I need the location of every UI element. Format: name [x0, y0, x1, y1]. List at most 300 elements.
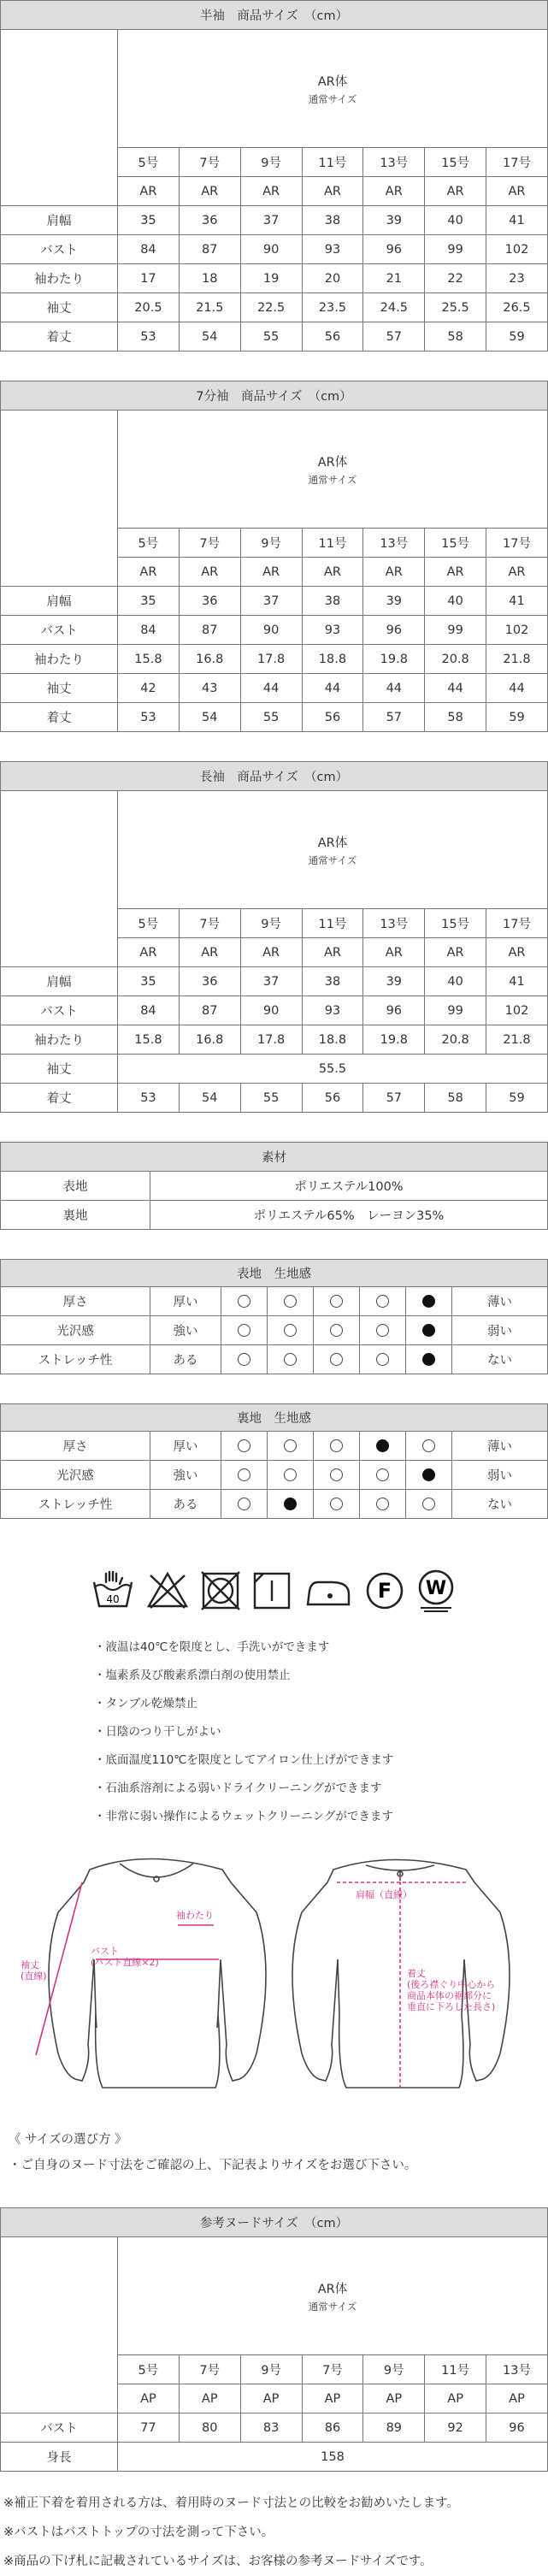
cell-value: 96 — [363, 235, 425, 264]
table-row — [1, 264, 548, 293]
notes — [0, 2489, 547, 2576]
label-length — [407, 1968, 495, 2012]
cell-value: 83 — [240, 2414, 302, 2443]
table-row — [1, 967, 548, 996]
feel-row — [1, 1461, 548, 1490]
cell-value: 99 — [425, 235, 486, 264]
table-row — [1, 674, 548, 703]
size-table — [0, 0, 548, 352]
material-title: 素材 — [1, 1143, 548, 1172]
feel-label: ストレッチ性 — [1, 1490, 150, 1519]
feel-left: ある — [150, 1490, 221, 1519]
category-cell — [118, 791, 548, 909]
cell-value: 15.8 — [118, 645, 180, 674]
table-title-row — [1, 762, 548, 791]
table-row — [1, 587, 548, 616]
size-label: 17号 — [486, 148, 548, 177]
feel-scale-cell — [360, 1461, 406, 1490]
feel-scale-cell — [406, 1490, 452, 1519]
size-label: 7号 — [179, 2355, 240, 2384]
category-cell — [118, 30, 548, 148]
no-bleach-icon — [145, 1570, 190, 1611]
cell-value: 92 — [425, 2414, 486, 2443]
cell-value: 56 — [302, 322, 363, 352]
empty-circle-icon — [330, 1468, 343, 1481]
feel-scale-cell — [221, 1490, 268, 1519]
material-label: 裏地 — [1, 1201, 150, 1230]
feel-right: ない — [452, 1490, 548, 1519]
category-row — [1, 791, 548, 909]
type-label: AR — [302, 177, 363, 206]
cell-value: 44 — [486, 674, 548, 703]
type-label: AR — [486, 558, 548, 587]
cell-value: 58 — [425, 322, 486, 352]
empty-circle-icon — [330, 1353, 343, 1366]
size-label: 9号 — [240, 529, 302, 558]
empty-circle-icon — [284, 1468, 297, 1481]
size-label: 5号 — [118, 2355, 180, 2384]
row-label: 肩幅 — [1, 967, 118, 996]
cell-value: 36 — [179, 967, 240, 996]
cell-value: 58 — [425, 1084, 486, 1113]
feel-scale-cell — [268, 1432, 314, 1461]
empty-circle-icon — [330, 1498, 343, 1510]
cell-value: 86 — [302, 2414, 363, 2443]
size-label: 5号 — [118, 909, 180, 938]
nude-title: 参考ヌードサイズ （cm） — [1, 2208, 548, 2237]
empty-circle-icon — [330, 1295, 343, 1308]
type-label: AP — [302, 2384, 363, 2414]
table-row — [1, 703, 548, 732]
material-row — [1, 1172, 548, 1201]
care-item: ・液温は40℃を限度とし、手洗いができます — [94, 1640, 330, 1654]
empty-circle-icon — [238, 1439, 250, 1452]
selected-dot-icon — [376, 1439, 389, 1452]
care-instructions — [0, 1618, 547, 1831]
type-label: AR — [302, 938, 363, 967]
empty-circle-icon — [376, 1324, 389, 1337]
type-label: AP — [425, 2384, 486, 2414]
feel-right: 薄い — [452, 1432, 548, 1461]
cell-value: 36 — [179, 206, 240, 235]
table-title: 7分袖 商品サイズ （cm） — [1, 381, 548, 411]
type-label: AP — [240, 2384, 302, 2414]
type-label: AR — [425, 558, 486, 587]
table-title-row — [1, 1, 548, 30]
merged-value: 158 — [118, 2443, 548, 2472]
size-label: 15号 — [425, 529, 486, 558]
size-label: 7号 — [179, 909, 240, 938]
empty-circle-icon — [284, 1439, 297, 1452]
feel-scale-cell — [360, 1345, 406, 1374]
cell-value: 21.8 — [486, 1025, 548, 1055]
empty-circle-icon — [238, 1295, 250, 1308]
size-label: 7号 — [179, 529, 240, 558]
type-label: AR — [486, 938, 548, 967]
type-label: AP — [179, 2384, 240, 2414]
feel-scale-cell — [268, 1461, 314, 1490]
cell-value: 53 — [118, 1084, 180, 1113]
feel-scale-cell — [360, 1316, 406, 1345]
cell-value: 40 — [425, 967, 486, 996]
type-label: AR — [118, 177, 180, 206]
cell-value: 96 — [363, 996, 425, 1025]
type-label: AR — [118, 558, 180, 587]
cell-value: 15.8 — [118, 1025, 180, 1055]
cell-value: 53 — [118, 322, 180, 352]
category-subtitle: 通常サイズ — [308, 854, 357, 866]
care-item: ・底面温度110℃を限度としてアイロン仕上げができます — [94, 1753, 394, 1767]
table-title-row — [1, 381, 548, 411]
material-value: ポリエステル100% — [150, 1172, 548, 1201]
cell-value: 44 — [240, 674, 302, 703]
material-row — [1, 1201, 548, 1230]
feel-scale-cell — [314, 1461, 360, 1490]
nude-title-row — [1, 2208, 548, 2237]
cell-value: 19 — [240, 264, 302, 293]
type-label: AP — [363, 2384, 425, 2414]
row-label: 着丈 — [1, 322, 118, 352]
empty-circle-icon — [238, 1468, 250, 1481]
size-label: 15号 — [425, 909, 486, 938]
size-label: 11号 — [302, 148, 363, 177]
text-shoulder: 肩幅（直線） — [356, 1889, 412, 1900]
size-label: 13号 — [363, 148, 425, 177]
cell-value: 21 — [363, 264, 425, 293]
cell-value: 90 — [240, 235, 302, 264]
feel-right: 薄い — [452, 1287, 548, 1316]
row-label: 袖丈 — [1, 674, 118, 703]
size-table — [0, 381, 548, 732]
feel-scale-cell — [406, 1345, 452, 1374]
size-label: 11号 — [302, 529, 363, 558]
cell-value: 59 — [486, 1084, 548, 1113]
empty-circle-icon — [238, 1353, 250, 1366]
cell-value: 17 — [118, 264, 180, 293]
type-label: AR — [363, 938, 425, 967]
cell-value: 84 — [118, 235, 180, 264]
wet-letter: W — [425, 1578, 447, 1599]
feel-label: ストレッチ性 — [1, 1345, 150, 1374]
care-section — [0, 1548, 547, 1831]
cell-value: 21.5 — [179, 293, 240, 322]
row-label: バスト — [1, 235, 118, 264]
cell-value: 23 — [486, 264, 548, 293]
material-title-row — [1, 1143, 548, 1172]
feel-left: ある — [150, 1345, 221, 1374]
type-label: AR — [179, 177, 240, 206]
selected-dot-icon — [284, 1498, 297, 1510]
type-label: AP — [486, 2384, 548, 2414]
row-label: 袖丈 — [1, 1055, 118, 1084]
feel-title: 裏地 生地感 — [1, 1404, 548, 1432]
feel-title-row — [1, 1260, 548, 1287]
feel-row — [1, 1316, 548, 1345]
cell-value: 40 — [425, 587, 486, 616]
row-label: 袖わたり — [1, 264, 118, 293]
cell-value: 19.8 — [363, 645, 425, 674]
cell-value: 37 — [240, 206, 302, 235]
care-item: ・日陰のつり干しがよい — [94, 1725, 221, 1739]
row-label: 肩幅 — [1, 206, 118, 235]
feel-scale-cell — [406, 1316, 452, 1345]
material-table — [0, 1142, 547, 1230]
size-label: 13号 — [363, 529, 425, 558]
feel-scale-cell — [360, 1490, 406, 1519]
row-label: バスト — [1, 996, 118, 1025]
size-label: 5号 — [118, 529, 180, 558]
type-label: AR — [240, 558, 302, 587]
table-row — [1, 1084, 548, 1113]
row-label: 身長 — [1, 2443, 118, 2472]
material-value: ポリエステル65% レーヨン35% — [150, 1201, 548, 1230]
feel-left: 厚い — [150, 1287, 221, 1316]
category-cell — [118, 2237, 548, 2355]
cell-value: 41 — [486, 206, 548, 235]
cell-value: 20 — [302, 264, 363, 293]
cell-value: 16.8 — [179, 1025, 240, 1055]
feel-scale-cell — [314, 1316, 360, 1345]
cell-value: 87 — [179, 996, 240, 1025]
cell-value: 87 — [179, 616, 240, 645]
feel-scale-cell — [221, 1432, 268, 1461]
selected-dot-icon — [422, 1353, 435, 1366]
table-row — [1, 616, 548, 645]
feel-row — [1, 1345, 548, 1374]
text-bust: バスト (バスト直線×2) — [91, 1946, 159, 1968]
table-row — [1, 645, 548, 674]
feel-scale-cell — [314, 1345, 360, 1374]
cell-value: 38 — [302, 967, 363, 996]
front-garment-drawing — [49, 1859, 266, 2089]
table-title: 長袖 商品サイズ （cm） — [1, 762, 548, 791]
no-tumble-dry-icon — [200, 1570, 241, 1611]
cell-value: 36 — [179, 587, 240, 616]
empty-circle-icon — [330, 1324, 343, 1337]
empty-circle-icon — [284, 1324, 297, 1337]
hand-wash-40-icon — [91, 1570, 135, 1611]
line-dry-shade-icon — [251, 1570, 292, 1611]
category-row — [1, 30, 548, 148]
note-line: ※バストはバストトップの寸法を測って下さい。 — [3, 2526, 274, 2539]
table-row — [1, 1055, 548, 1084]
empty-circle-icon — [238, 1324, 250, 1337]
row-label: 袖わたり — [1, 645, 118, 674]
row-label: 着丈 — [1, 1084, 118, 1113]
nude-category-row — [1, 2237, 548, 2355]
cell-value: 35 — [118, 206, 180, 235]
cell-value: 53 — [118, 703, 180, 732]
cell-value: 22.5 — [240, 293, 302, 322]
empty-circle-icon — [376, 1353, 389, 1366]
feel-right: 弱い — [452, 1461, 548, 1490]
wash-temp-text: 40 — [106, 1593, 120, 1605]
cell-value: 43 — [179, 674, 240, 703]
cell-value: 90 — [240, 616, 302, 645]
size-label: 5号 — [118, 148, 180, 177]
text-length: 着丈 (後ろ襟ぐり中心から 商品本体の裾部分に 垂直に下ろした長さ) — [407, 1968, 496, 2012]
cell-value: 84 — [118, 616, 180, 645]
cell-value: 102 — [486, 235, 548, 264]
cell-value: 19.8 — [363, 1025, 425, 1055]
empty-circle-icon — [284, 1295, 297, 1308]
cell-value: 96 — [486, 2414, 548, 2443]
nude-bust-row — [1, 2414, 548, 2443]
cell-value: 24.5 — [363, 293, 425, 322]
table-title: 半袖 商品サイズ （cm） — [1, 1, 548, 30]
table-row — [1, 996, 548, 1025]
feel-scale-cell — [314, 1490, 360, 1519]
feel-right: ない — [452, 1345, 548, 1374]
size-guide — [0, 2113, 547, 2178]
nude-grid — [0, 2207, 548, 2472]
type-label: AR — [363, 558, 425, 587]
guide-text: ・ご自身のヌード寸法をご確認の上、下記表よりサイズをお選び下さい。 — [9, 2159, 417, 2172]
merged-value: 55.5 — [118, 1055, 548, 1084]
cell-value: 20.8 — [425, 645, 486, 674]
cell-value: 41 — [486, 967, 548, 996]
feel-scale-cell — [268, 1490, 314, 1519]
cell-value: 25.5 — [425, 293, 486, 322]
cell-value: 38 — [302, 587, 363, 616]
fabric-feel-tables — [0, 1259, 547, 1519]
type-label: AR — [118, 938, 180, 967]
size-tables — [0, 0, 547, 1113]
feel-scale-cell — [268, 1287, 314, 1316]
feel-scale-cell — [268, 1316, 314, 1345]
type-label: AR — [425, 177, 486, 206]
cell-value: 102 — [486, 996, 548, 1025]
size-label: 13号 — [486, 2355, 548, 2384]
blank-cell — [1, 791, 118, 967]
cell-value: 55 — [240, 703, 302, 732]
cell-value: 21.8 — [486, 645, 548, 674]
nude-height-row — [1, 2443, 548, 2472]
dry-clean-f-icon — [364, 1570, 405, 1611]
blank-cell — [1, 411, 118, 587]
category-title: AR体 — [317, 836, 348, 850]
empty-circle-icon — [284, 1353, 297, 1366]
cell-value: 58 — [425, 703, 486, 732]
type-label: AR — [179, 938, 240, 967]
feel-scale-cell — [221, 1461, 268, 1490]
table-row — [1, 235, 548, 264]
cell-value: 84 — [118, 996, 180, 1025]
blank-cell — [1, 2237, 118, 2414]
text-sleeve-width: 袖わたり — [176, 1910, 214, 1921]
dry-letter: F — [377, 1579, 392, 1603]
size-label: 9号 — [363, 2355, 425, 2384]
cell-value: 22 — [425, 264, 486, 293]
feel-scale-cell — [406, 1461, 452, 1490]
size-label: 13号 — [363, 909, 425, 938]
size-label: 9号 — [240, 2355, 302, 2384]
care-item: ・塩素系及び酸素系漂白剤の使用禁止 — [94, 1669, 291, 1682]
cell-value: 16.8 — [179, 645, 240, 674]
care-item: ・非常に弱い操作によるウェットクリーニングができます — [94, 1810, 393, 1823]
cell-value: 59 — [486, 703, 548, 732]
table-row — [1, 206, 548, 235]
row-label: 袖わたり — [1, 1025, 118, 1055]
cell-value: 18.8 — [302, 645, 363, 674]
size-table — [0, 761, 548, 1113]
feel-scale-cell — [314, 1432, 360, 1461]
cell-value: 18 — [179, 264, 240, 293]
cell-value: 44 — [425, 674, 486, 703]
table-row — [1, 1025, 548, 1055]
material-label: 表地 — [1, 1172, 150, 1201]
cell-value: 93 — [302, 235, 363, 264]
cell-value: 93 — [302, 996, 363, 1025]
type-label: AR — [240, 177, 302, 206]
selected-dot-icon — [422, 1324, 435, 1337]
feel-left: 強い — [150, 1316, 221, 1345]
iron-low-icon — [303, 1570, 354, 1611]
cell-value: 41 — [486, 587, 548, 616]
type-label: AP — [118, 2384, 180, 2414]
empty-circle-icon — [238, 1498, 250, 1510]
feel-label: 光沢感 — [1, 1461, 150, 1490]
size-label: 15号 — [425, 148, 486, 177]
feel-scale-cell — [360, 1432, 406, 1461]
cell-value: 23.5 — [302, 293, 363, 322]
cell-value: 57 — [363, 322, 425, 352]
label-shoulder — [356, 1889, 412, 1900]
table-row — [1, 293, 548, 322]
feel-scale-cell — [221, 1345, 268, 1374]
cell-value: 55 — [240, 1084, 302, 1113]
cell-value: 54 — [179, 1084, 240, 1113]
size-label: 9号 — [240, 148, 302, 177]
cell-value: 20.8 — [425, 1025, 486, 1055]
cell-value: 40 — [425, 206, 486, 235]
cell-value: 44 — [302, 674, 363, 703]
cell-value: 99 — [425, 996, 486, 1025]
feel-scale-cell — [360, 1287, 406, 1316]
category-title: AR体 — [317, 74, 348, 89]
cell-value: 37 — [240, 587, 302, 616]
size-label: 7号 — [302, 2355, 363, 2384]
feel-scale-cell — [221, 1287, 268, 1316]
cell-value: 102 — [486, 616, 548, 645]
cell-value: 20.5 — [118, 293, 180, 322]
care-item: ・タンブル乾燥禁止 — [94, 1697, 197, 1710]
cell-value: 18.8 — [302, 1025, 363, 1055]
row-label: バスト — [1, 2414, 118, 2443]
type-label: AR — [425, 938, 486, 967]
feel-row — [1, 1287, 548, 1316]
cell-value: 57 — [363, 703, 425, 732]
cell-value: 17.8 — [240, 645, 302, 674]
cell-value: 54 — [179, 703, 240, 732]
category-title: AR体 — [317, 2282, 348, 2296]
wet-clean-w-icon — [415, 1569, 457, 1613]
label-bust — [91, 1946, 159, 1968]
feel-scale-cell — [314, 1287, 360, 1316]
feel-label: 厚さ — [1, 1287, 150, 1316]
nude-size-table — [0, 2207, 547, 2472]
row-label: 肩幅 — [1, 587, 118, 616]
cell-value: 37 — [240, 967, 302, 996]
feel-scale-cell — [406, 1432, 452, 1461]
row-label: バスト — [1, 616, 118, 645]
note-line: ※補正下着を着用される方は、着用時のヌード寸法との比較をお勧めいたします。 — [3, 2496, 459, 2510]
cell-value: 17.8 — [240, 1025, 302, 1055]
feel-scale-cell — [221, 1316, 268, 1345]
type-label: AR — [179, 558, 240, 587]
type-label: AR — [486, 177, 548, 206]
empty-circle-icon — [422, 1498, 435, 1510]
